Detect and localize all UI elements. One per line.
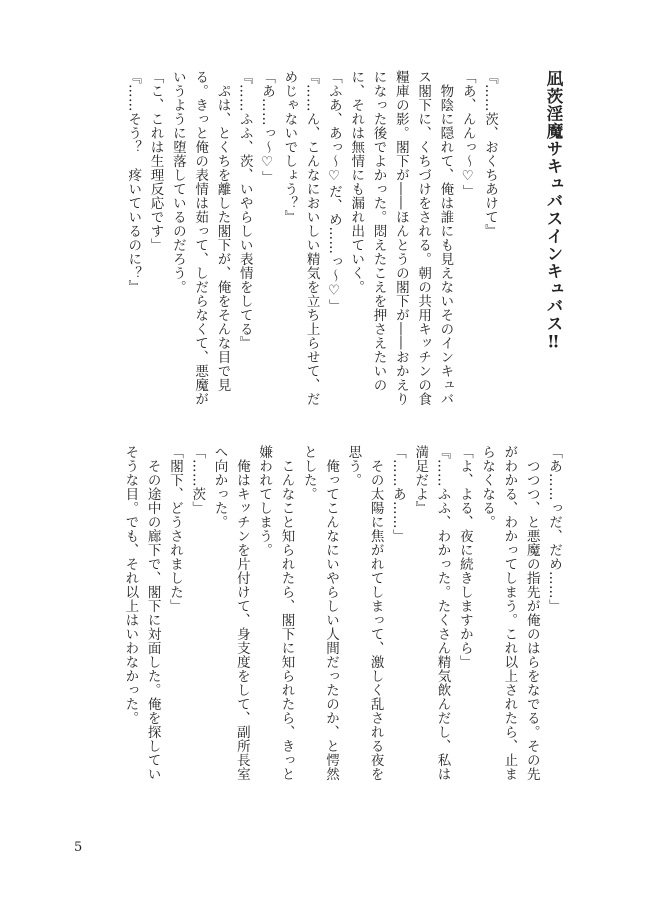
text-line: こんなこと知られたら、閣下に知られたら、きっと [278, 445, 295, 781]
text-line: がわかる、わかってしまう。これ以上されたら、止ま [501, 445, 518, 781]
lower-text-block [119, 445, 565, 810]
text-line: その途中の廊下で、閣下に対面した。俺を探してい [144, 445, 161, 781]
text-line: その太陽に焦がれてしまって、激しく乱される夜を [367, 445, 384, 781]
text-line: 俺ってこんなにいやらしい人間だったのか、と愕然 [323, 445, 340, 781]
text-line: 『……ん、こんなにおいしい精気を立ち上らせて、だ [303, 70, 320, 406]
text-line: 物陰に隠れて、俺は誰にも見えないそのインキュバ [437, 70, 454, 406]
text-line: 満足だよ』 [412, 445, 429, 515]
text-line: 「閣下、どうされました」 [166, 445, 183, 613]
text-line: 「あ……っだ、だめ……」 [546, 445, 562, 613]
text-line: 『……ふふ、茨、いやらしい表情をしてる』 [236, 70, 253, 350]
text-line: 『……そう？ 疼いているのに？』 [125, 70, 142, 294]
text-line: つつつ、と悪魔の指先が俺のはらをなでる。その先 [523, 445, 540, 781]
text-line: 糧庫の影。閣下が――ほんとうの閣下が――おかえり [392, 70, 409, 406]
text-line: になった後でよかった。悶えたこえを押さえたいの [370, 70, 387, 392]
text-line: とした。 [300, 445, 317, 501]
text-line: 『……茨、おくちあけて』 [482, 70, 498, 238]
text-line: 思う。 [345, 445, 362, 487]
text-line: ぷは、とくちを離した閣下が、俺をそんな目で見 [214, 70, 231, 392]
page-title: 凪茨淫魔サキュバスインキュバス‼ [544, 70, 563, 353]
text-line: 「……茨」 [189, 445, 206, 515]
text-line: 「あ……っ～♡」 [259, 70, 276, 185]
text-line: らなくなる。 [479, 445, 496, 529]
text-line: 「よ、よる、夜に続きしますから」 [456, 445, 473, 669]
text-line: そうな目。でも、それ以上はいわなかった。 [122, 445, 139, 725]
text-line: へ向かった。 [211, 445, 228, 529]
text-line: 嫌われてしまう。 [256, 445, 273, 557]
text-line: ス閣下に、くちづけをされる。朝の共用キッチンの食 [415, 70, 432, 406]
text-line: 「……あ……」 [389, 445, 406, 543]
text-line: 俺はキッチンを片付けて、身支度をして、副所長室 [233, 445, 250, 781]
page-number: 5 [74, 840, 83, 855]
text-line: に、それは無情にも漏れ出ていく。 [348, 70, 365, 294]
text-line: 『……ふふ、わかった。たくさん精気飲んだし、私は [434, 445, 451, 781]
text-line: る。きっと俺の表情は茹って、しだらなくて、悪魔が [192, 70, 209, 406]
upper-text-block [122, 70, 565, 415]
text-line: めじゃないでしょう？』 [281, 70, 298, 224]
text-line: いうように堕落しているのだろう。 [169, 70, 186, 294]
text-line: 「あ、んんっ～♡」 [459, 70, 476, 199]
text-line: 「ふあ、あっ～♡だ、め……っ～♡」 [325, 70, 342, 313]
text-line: 「こ、これは生理反応です」 [147, 70, 164, 252]
